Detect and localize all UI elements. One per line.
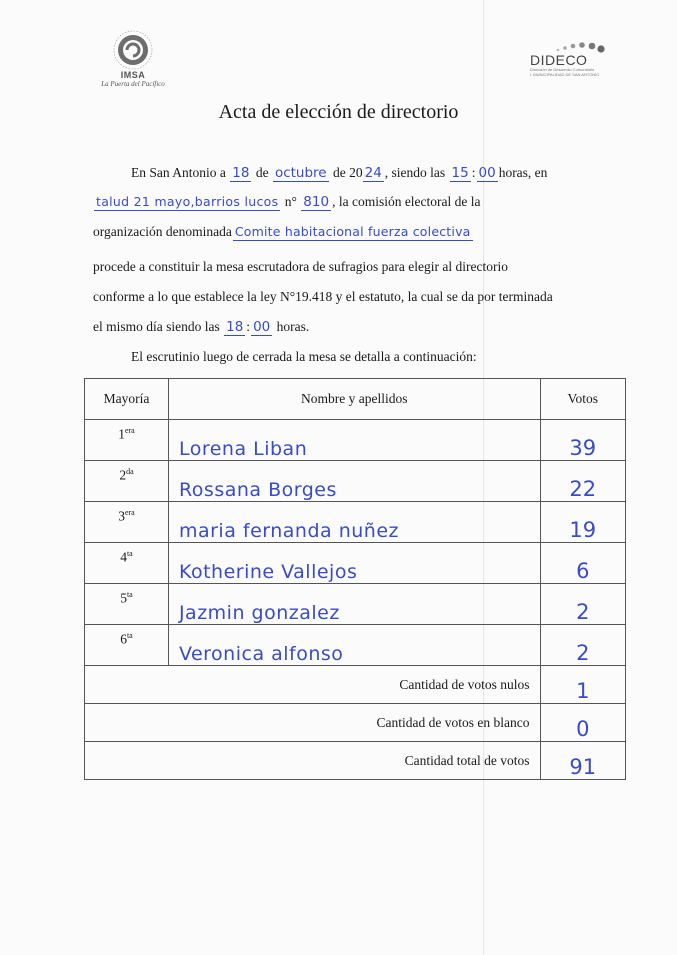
intro-text: n° bbox=[284, 194, 297, 209]
hour-field: 15 bbox=[451, 165, 469, 181]
blank-votes-row bbox=[85, 704, 626, 742]
imsa-name: IMSA bbox=[120, 70, 146, 80]
intro-text: , la comisión electoral de la bbox=[332, 194, 481, 209]
total-votes-value: 91 bbox=[540, 742, 626, 780]
minutes-field: 00 bbox=[478, 165, 496, 181]
month-field: octubre bbox=[274, 165, 327, 181]
rank-number: 4 bbox=[120, 549, 127, 565]
intro-text: En San Antonio a bbox=[131, 165, 226, 180]
candidate-name: Veronica alfonso bbox=[168, 625, 540, 666]
day-field: 18 bbox=[232, 165, 250, 181]
year-field: 24 bbox=[364, 165, 382, 181]
null-votes-row bbox=[85, 666, 626, 704]
table-row bbox=[85, 543, 626, 584]
intro-text: organización denominada bbox=[93, 224, 232, 239]
dideco-name: DIDECO bbox=[530, 52, 588, 68]
end-minutes-field: 00 bbox=[253, 319, 271, 335]
dideco-subtitle: Dirección de Desarrollo Comunitario I. MUNICIPALIDAD DE SAN ANTONIO bbox=[530, 67, 600, 77]
candidate-name: Jazmin gonzalez bbox=[168, 584, 540, 625]
rank-suffix: ta bbox=[126, 549, 133, 558]
rank-suffix: ta bbox=[126, 631, 133, 640]
intro-line-2 bbox=[93, 188, 481, 216]
intro-text: horas. bbox=[276, 319, 310, 334]
table-row bbox=[85, 461, 626, 502]
imsa-logo bbox=[92, 28, 174, 90]
null-votes-value: 1 bbox=[540, 666, 626, 704]
rank-number: 6 bbox=[120, 631, 127, 647]
number-field: 810 bbox=[303, 194, 330, 210]
rank-suffix: era bbox=[124, 508, 135, 517]
rank-cell bbox=[85, 584, 169, 625]
rank-number: 1 bbox=[118, 426, 125, 442]
intro-text: horas, en bbox=[498, 165, 548, 180]
candidate-votes: 2 bbox=[540, 584, 626, 625]
candidate-name: maria fernanda nuñez bbox=[168, 502, 540, 543]
total-votes-row bbox=[85, 742, 626, 780]
null-votes-label: Cantidad de votos nulos bbox=[85, 666, 541, 704]
intro-text: el mismo día siendo las bbox=[93, 319, 220, 334]
rank-suffix: era bbox=[124, 426, 135, 435]
header-name: Nombre y apellidos bbox=[168, 379, 540, 420]
table-row bbox=[85, 584, 626, 625]
rank-cell bbox=[85, 543, 169, 584]
table-header-row bbox=[85, 379, 626, 420]
intro-text: , siendo las bbox=[384, 165, 446, 180]
table-row bbox=[85, 625, 626, 666]
rank-suffix: da bbox=[126, 467, 134, 476]
organization-field: Comite habitacional fuerza colectiva bbox=[234, 224, 471, 239]
address-field: talud 21 mayo,barrios lucos bbox=[96, 194, 279, 209]
imsa-tagline: La Puerta del Pacífico bbox=[101, 80, 165, 88]
intro-line-3 bbox=[93, 218, 474, 246]
intro-text: de 20 bbox=[332, 165, 363, 180]
candidate-votes: 19 bbox=[540, 502, 626, 543]
document-title: Acta de elección de directorio bbox=[218, 101, 459, 123]
candidate-votes: 6 bbox=[540, 543, 626, 584]
table-row bbox=[85, 420, 626, 461]
table-row bbox=[85, 502, 626, 543]
end-hour-field: 18 bbox=[226, 319, 244, 335]
blank-votes-label: Cantidad de votos en blanco bbox=[85, 704, 541, 742]
rank-cell bbox=[85, 625, 169, 666]
rank-cell bbox=[85, 502, 169, 543]
rank-number: 5 bbox=[120, 590, 127, 606]
candidate-votes: 39 bbox=[540, 420, 626, 461]
candidate-votes: 2 bbox=[540, 625, 626, 666]
total-votes-label: Cantidad total de votos bbox=[85, 742, 541, 780]
intro-text: de bbox=[255, 165, 269, 180]
intro-line-1 bbox=[131, 159, 547, 187]
candidate-votes: 22 bbox=[540, 461, 626, 502]
rank-cell bbox=[85, 420, 169, 461]
dideco-logo bbox=[530, 40, 620, 88]
rank-suffix: ta bbox=[126, 590, 133, 599]
intro-line-6 bbox=[93, 313, 309, 341]
intro-line-5: conforme a lo que establece la ley N°19.418 y el estatuto, la cual se da por terminada bbox=[93, 289, 553, 304]
intro-line-7: El escrutinio luego de cerrada la mesa se detalla a continuación: bbox=[131, 349, 477, 364]
candidate-name: Rossana Borges bbox=[168, 461, 540, 502]
candidate-name: Lorena Liban bbox=[168, 420, 540, 461]
blank-votes-value: 0 bbox=[540, 704, 626, 742]
intro-line-4: procede a constituir la mesa escrutadora de sufragios para elegir al directorio bbox=[93, 259, 508, 274]
rank-number: 3 bbox=[118, 508, 125, 524]
colon-text: : bbox=[246, 319, 251, 334]
header-rank: Mayoría bbox=[85, 379, 169, 420]
colon-text: : bbox=[471, 165, 476, 180]
candidate-name: Kotherine Vallejos bbox=[168, 543, 540, 584]
rank-cell bbox=[85, 461, 169, 502]
rank-number: 2 bbox=[119, 467, 127, 483]
header-votes: Votos bbox=[540, 379, 626, 420]
results-table bbox=[84, 378, 626, 780]
imsa-seal-icon bbox=[103, 28, 163, 72]
